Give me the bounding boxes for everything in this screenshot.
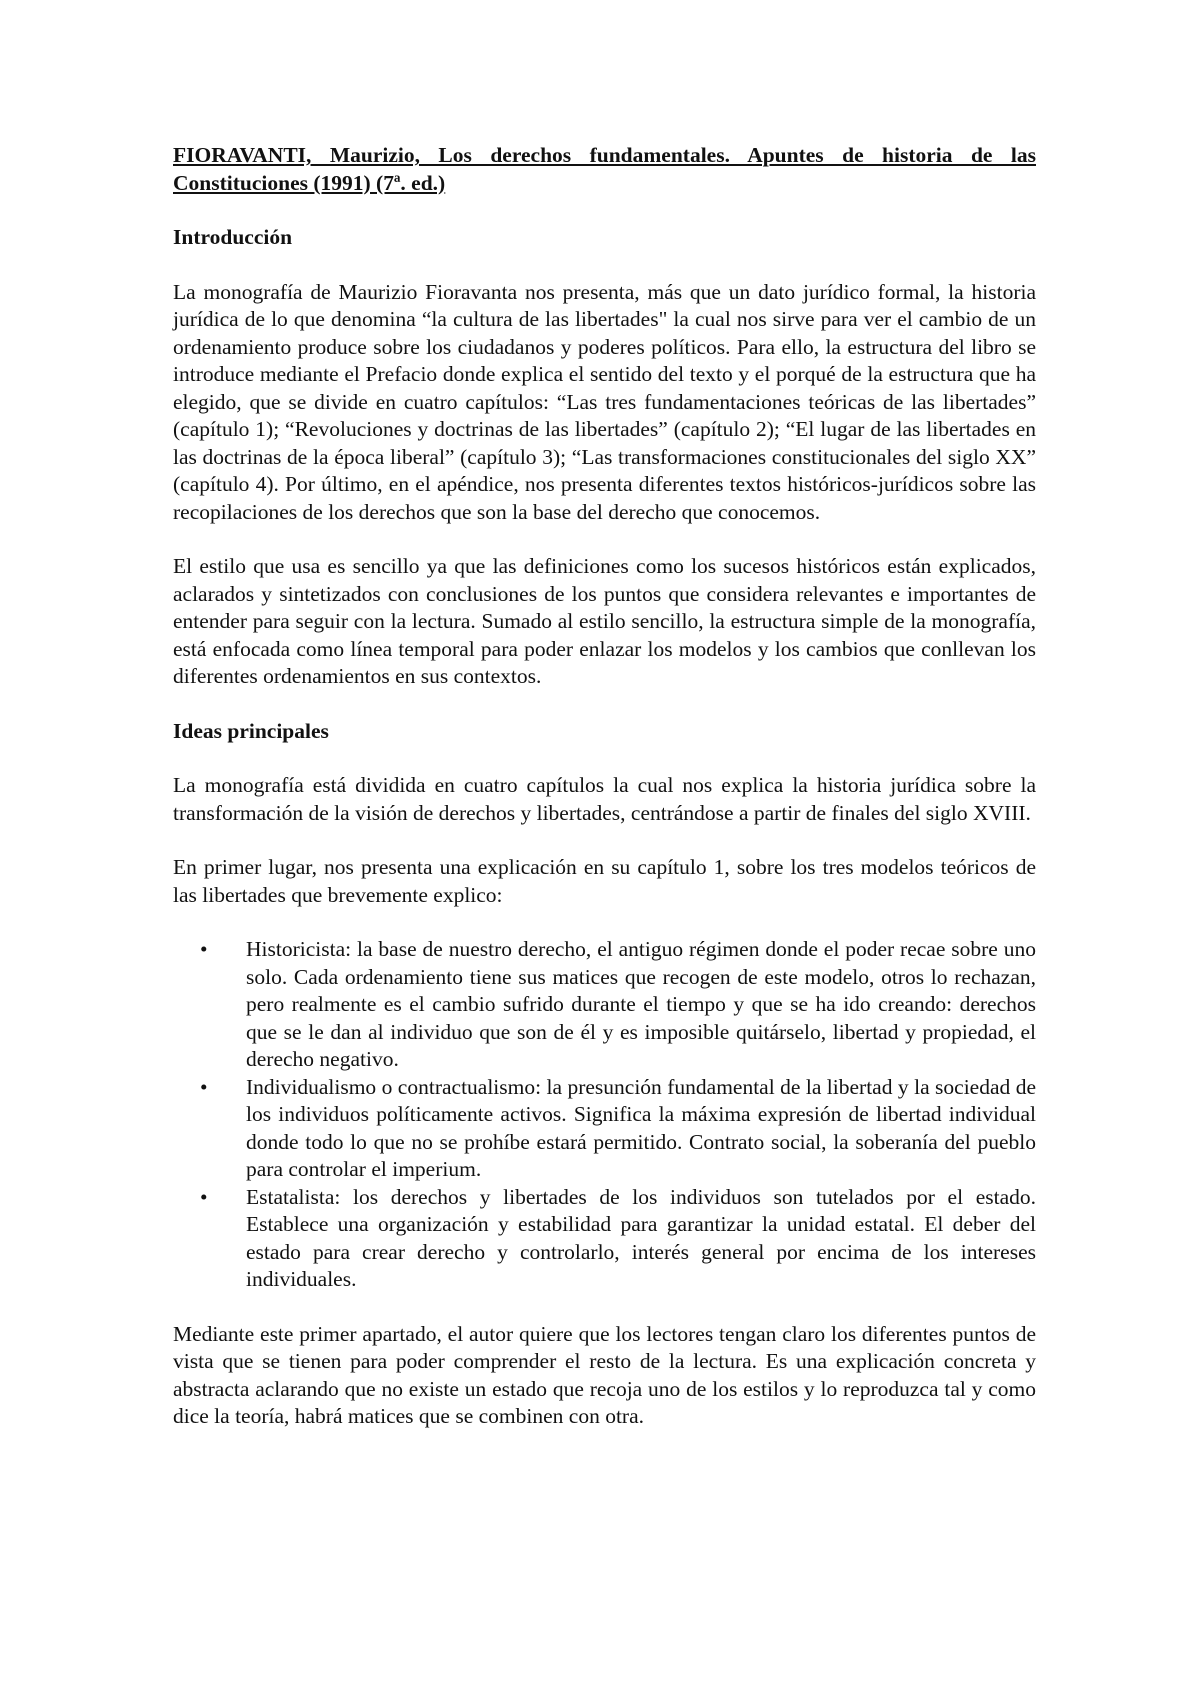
bullet-icon: • xyxy=(200,937,208,961)
paragraph: La monografía está dividida en cuatro capítulos la cual nos explica la historia jurídica sobre la transformación de la visión de derechos y libertades, centrándose a partir de finales del siglo XVIII. xyxy=(173,773,1036,825)
list-item-text: Estatalista: los derechos y libertades de los individuos son tutelados por el estado. Establece una organización y estabilidad para garantizar la unidad estatal. El deber del estado para crear derecho y controlarlo, interés general por encima de los intereses individuales. xyxy=(246,1184,1036,1291)
list-item xyxy=(173,936,1036,1074)
paragraph: Mediante este primer apartado, el autor quiere que los lectores tengan claro los diferentes puntos de vista que se tienen para poder comprender el resto de la lectura. Es una explicación concreta y abstracta aclarando que no existe un estado que recoja uno de los estilos y lo reproduzca tal y como dice la teoría, habrá matices que se combinen con otra. xyxy=(173,1321,1036,1428)
document-title: FIORAVANTI, Maurizio, Los derechos fundamentales. Apuntes de historia de las Constituciones (1991) (7ª. ed.) xyxy=(173,143,1036,195)
document-body xyxy=(173,142,1036,1431)
bullet-icon: • xyxy=(200,1184,208,1209)
section-heading-introduccion: Introducción xyxy=(173,225,293,249)
list-item xyxy=(173,1184,1036,1294)
list-item xyxy=(173,1074,1036,1184)
bullet-list xyxy=(173,936,1036,1294)
section-heading-ideas-principales: Ideas principales xyxy=(173,718,329,743)
list-item-text: Individualismo o contractualismo: la presunción fundamental de la libertad y la sociedad de los individuos políticamente activos. Significa la máxima expresión de libertad individual donde todo lo que no se prohíbe estará permitido. Contrato social, la soberanía del pueblo para controlar el imperium. xyxy=(246,1074,1036,1181)
paragraph: En primer lugar, nos presenta una explicación en su capítulo 1, sobre los tres modelos teóricos de las libertades que brevemente explico: xyxy=(173,855,1036,907)
paragraph: La monografía de Maurizio Fioravanta nos presenta, más que un dato jurídico formal, la historia jurídica de lo que denomina “la cultura de las libertades" la cual nos sirve para ver el cambio de un ordenamiento produce sobre los ciudadanos y poderes políticos. Para ello, la estructura del libro se introduce mediante el Prefacio donde explica el sentido del texto y el porqué de la estructura que ha elegido, que se divide en cuatro capítulos: “Las tres fundamentaciones teóricas de las libertades” (capítulo 1); “Revoluciones y doctrinas de las libertades” (capítulo 2); “El lugar de las libertades en las doctrinas de la época liberal” (capítulo 3); “Las transformaciones constitucionales del siglo XX” (capítulo 4). Por último, en el apéndice, nos presenta diferentes textos históricos-jurídicos sobre las recopilaciones de los derechos que son la base del derecho que conocemos. xyxy=(173,279,1036,524)
bullet-icon: • xyxy=(200,1074,208,1099)
list-item-text: Historicista: la base de nuestro derecho, el antiguo régimen donde el poder recae sobre uno solo. Cada ordenamiento tiene sus matices que recogen de este modelo, otros lo rechazan, pero realmente es el cambio sufrido durante el tiempo y que se ha ido creando: derechos que se le dan al individuo que son de él y es imposible quitárselo, libertad y propiedad, el derecho negativo. xyxy=(246,937,1036,1071)
paragraph: El estilo que usa es sencillo ya que las definiciones como los sucesos históricos están explicados, aclarados y sintetizados con conclusiones de los puntos que considera relevantes e importantes de entender para seguir con la lectura. Sumado al estilo sencillo, la estructura simple de la monografía, está enfocada como línea temporal para poder enlazar los modelos y los cambios que conllevan los diferentes ordenamientos en sus contextos. xyxy=(173,554,1036,688)
